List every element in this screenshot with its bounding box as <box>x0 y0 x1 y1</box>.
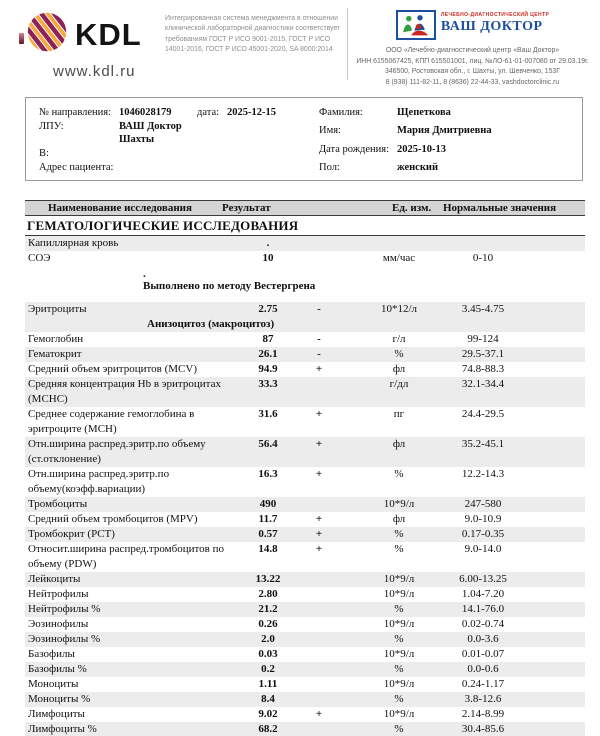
result-row <box>25 527 585 542</box>
normal-range: 0.01-0.07 <box>461 648 505 660</box>
test-name: Эозинофилы % <box>28 633 101 645</box>
test-name: Базофилы % <box>28 663 87 675</box>
result-row <box>25 347 585 362</box>
clinic-detail-line: ООО «Лечебно-диагностический центр «Ваш Доктор» <box>385 47 560 54</box>
test-name: Тромбокрит (PCT) <box>28 528 115 540</box>
table-header <box>25 200 585 216</box>
normal-range: 99-124 <box>467 333 499 345</box>
test-name: Капиллярная кровь <box>28 237 119 249</box>
field-value: 1046028179 <box>119 107 172 118</box>
field-label: ЛПУ: <box>39 121 64 132</box>
test-name: Эозинофилы <box>28 618 89 630</box>
test-name: Эритроциты <box>28 303 87 315</box>
col-normal-range: Нормальные значения <box>443 202 557 214</box>
test-name: Лимфоциты % <box>28 723 97 735</box>
patient-field-row <box>319 124 570 137</box>
result-row <box>25 236 585 251</box>
note-dot: . <box>143 268 146 280</box>
normal-range: 247-580 <box>464 498 502 510</box>
test-name: Средний объем тромбоцитов (MPV) <box>28 513 198 525</box>
normal-range: 0-10 <box>472 252 494 264</box>
result-row <box>25 437 585 467</box>
test-result: 11.7 <box>258 513 278 525</box>
clinic-tagline: ЛЕЧЕБНО-ДИАГНОСТИЧЕСКИЙ ЦЕНТР <box>440 12 550 18</box>
result-flag: - <box>317 348 321 360</box>
result-row <box>25 617 585 632</box>
test-result: 0.57 <box>258 528 278 540</box>
test-name: Отн.ширина распред.эритр.по объему (ст.отклонение) <box>28 438 206 465</box>
field-label: Пол: <box>319 161 340 173</box>
test-result: 13.22 <box>255 573 281 585</box>
test-result: 33.3 <box>258 378 278 390</box>
field-label: В: <box>39 148 49 159</box>
result-flag: + <box>315 708 323 720</box>
kdl-website: www.kdl.ru <box>53 63 136 80</box>
field-value <box>119 161 197 174</box>
result-row <box>25 572 585 587</box>
test-name: Средняя концентрация Hb в эритроцитах (MCHC) <box>28 378 221 405</box>
normal-range: 6.00-13.25 <box>459 573 507 585</box>
result-flag: - <box>317 303 321 315</box>
result-flag: + <box>315 528 323 540</box>
section-title: ГЕМАТОЛОГИЧЕСКИЕ ИССЛЕДОВАНИЯ <box>25 216 585 236</box>
header-divider <box>347 8 348 80</box>
result-row <box>25 677 585 692</box>
certification-text: Интегрированная система менеджмента в отношении клинической лабораторной диагностики соответствует требованиям ГОСТ Р ИСО 9001-2015, ГОСТ Р ИСО 14001-2016, ГОСТ Р ИСО 45001-2020, SA 8000:2014 <box>165 15 341 54</box>
result-flag: + <box>315 438 323 450</box>
clinic-detail-line: 8 (938) 111-82-11, 8 (8636) 22-44-33, vashdoctorclinic.ru <box>385 79 560 87</box>
test-result: 2.80 <box>258 588 278 600</box>
patient-info-box <box>25 97 583 181</box>
normal-range: 0.24-1.17 <box>461 678 505 690</box>
col-unit: Ед. изм. <box>392 202 432 214</box>
patient-field-row <box>39 106 319 119</box>
test-result: 56.4 <box>258 438 278 450</box>
patient-field-row <box>39 147 319 160</box>
result-flag: + <box>315 543 323 555</box>
normal-range: 1.04-7.20 <box>461 588 505 600</box>
test-name: Базофилы <box>28 648 75 660</box>
result-row <box>25 632 585 647</box>
method-note <box>25 270 585 293</box>
normal-range: 3.45-4.75 <box>461 303 505 315</box>
result-row <box>25 302 585 332</box>
test-result: 9.02 <box>258 708 278 720</box>
three-people-icon <box>396 10 436 40</box>
test-result: 31.6 <box>258 408 278 420</box>
normal-range: 9.0-10.9 <box>464 513 502 525</box>
test-unit: 10*9/л <box>383 648 415 660</box>
test-unit: 10*9/л <box>383 618 415 630</box>
normal-range: 0.0-3.6 <box>467 633 499 645</box>
test-name: Лимфоциты <box>28 708 85 720</box>
result-row <box>25 407 585 437</box>
test-name: Гематокрит <box>28 348 82 360</box>
clinic-details <box>355 46 590 89</box>
test-result: 87 <box>262 333 274 345</box>
normal-range: 32.1-34.4 <box>461 378 505 390</box>
normal-range: 9.0-14.0 <box>464 543 502 555</box>
test-name: СОЭ <box>28 252 51 264</box>
result-row <box>25 662 585 677</box>
field-label: № направления: <box>39 107 112 118</box>
test-unit: г/л <box>392 333 406 345</box>
test-unit: г/дл <box>389 378 409 390</box>
test-unit: % <box>394 693 404 705</box>
normal-range: 0.17-0.35 <box>461 528 505 540</box>
patient-field-row <box>39 120 319 146</box>
test-result: 21.2 <box>258 603 278 615</box>
test-name: Средний объем эритроцитов (MCV) <box>28 363 198 375</box>
result-flag: + <box>315 468 323 480</box>
field-label: Фамилия: <box>319 107 363 118</box>
test-unit: % <box>394 468 404 480</box>
normal-range: 2.14-8.99 <box>461 708 505 720</box>
kdl-wordmark: KDL <box>75 16 142 52</box>
result-row <box>25 497 585 512</box>
result-row <box>25 647 585 662</box>
test-unit: фл <box>392 513 406 525</box>
test-unit: % <box>394 528 404 540</box>
result-row <box>25 587 585 602</box>
test-unit: 10*9/л <box>383 708 415 720</box>
test-result: 14.8 <box>258 543 278 555</box>
result-flag: - <box>317 333 321 345</box>
field-value: 2025-10-13 <box>397 143 446 155</box>
test-name: Моноциты % <box>28 693 91 705</box>
clinic-header <box>355 10 590 89</box>
test-result: 10 <box>262 252 274 264</box>
results-table <box>25 200 585 736</box>
test-unit: мм/час <box>382 252 416 264</box>
field-value: Щепеткова <box>397 107 451 118</box>
field-label: Имя: <box>319 125 341 137</box>
test-unit: 10*9/л <box>383 678 415 690</box>
test-name: Моноциты <box>28 678 79 690</box>
test-unit: % <box>394 603 404 615</box>
normal-range: 0.0-0.6 <box>467 663 499 675</box>
test-name: Нейтрофилы % <box>28 603 101 615</box>
field-label: Адрес пациента: <box>39 162 114 173</box>
result-row <box>25 722 585 736</box>
normal-range: 24.4-29.5 <box>461 408 505 420</box>
col-result: Результат <box>222 202 271 214</box>
patient-info-right <box>319 106 570 174</box>
test-result: 94.9 <box>258 363 278 375</box>
result-row <box>25 332 585 347</box>
normal-range: 35.2-45.1 <box>461 438 505 450</box>
test-result: 0.26 <box>258 618 278 630</box>
clinic-detail-line: 346500, Ростовская обл., г. Шахты, ул. Шевченко, 153Г <box>384 68 560 76</box>
test-name: Гемоглобин <box>28 333 84 345</box>
result-row <box>25 512 585 527</box>
test-unit: % <box>394 543 404 555</box>
test-result: 16.3 <box>258 468 278 480</box>
test-result: 8.4 <box>261 693 275 705</box>
field-value: Мария Дмитриевна <box>397 125 492 137</box>
result-row <box>25 602 585 617</box>
result-row <box>25 467 585 497</box>
result-flag: + <box>315 408 323 420</box>
clinic-name: ВАШ ДОКТОР <box>440 19 543 34</box>
test-name: Тромбоциты <box>28 498 88 510</box>
field-value: 2025-12-15 <box>227 107 276 118</box>
test-unit: % <box>394 633 404 645</box>
test-unit: 10*9/л <box>383 573 415 585</box>
kdl-sphere-icon <box>25 10 69 59</box>
test-name: Относит.ширина распред.тромбоцитов по объему (PDW) <box>28 543 224 570</box>
test-unit: фл <box>392 438 406 450</box>
test-name: Лейкоциты <box>28 573 81 585</box>
results-rows <box>25 236 585 736</box>
letterhead <box>25 8 590 94</box>
normal-range: 74.8-88.3 <box>461 363 505 375</box>
normal-range: 3.8-12.6 <box>464 693 502 705</box>
test-name: Среднее содержание гемоглобина в эритроците (MCH) <box>28 408 195 435</box>
result-row <box>25 251 585 266</box>
test-unit: 10*12/л <box>380 303 418 315</box>
test-result: 68.2 <box>258 723 278 735</box>
test-result: 26.1 <box>258 348 278 360</box>
print-mark <box>19 33 24 44</box>
patient-field-row <box>319 143 570 156</box>
patient-field-row <box>319 161 570 174</box>
test-name: Нейтрофилы <box>28 588 89 600</box>
normal-range: 30.4-85.6 <box>461 723 505 735</box>
test-unit: % <box>394 348 404 360</box>
test-result: 490 <box>259 498 277 510</box>
clinic-logo <box>355 10 590 40</box>
field-label: Дата рождения: <box>319 143 390 155</box>
result-row <box>25 707 585 722</box>
clinic-detail-line: ИНН 6155067425, КПП 615501001, лиц. №ЛО-61-01-007080 от 29.03.19г. <box>356 57 589 65</box>
field-label: дата: <box>197 107 220 118</box>
result-row <box>25 692 585 707</box>
result-flag: + <box>315 363 323 375</box>
test-unit: % <box>394 663 404 675</box>
kdl-logo <box>25 10 165 80</box>
result-flag: + <box>315 513 323 525</box>
test-name: Отн.ширина распред.эритр.по объему(коэфф.вариации) <box>28 468 170 495</box>
test-result: 1.11 <box>258 678 278 690</box>
test-result: . <box>266 237 270 249</box>
normal-range: 14.1-76.0 <box>461 603 505 615</box>
patient-field-row <box>319 106 570 119</box>
result-row <box>25 362 585 377</box>
note-text: Выполнено по методу Вестергрена <box>143 280 316 292</box>
test-unit: % <box>394 723 404 735</box>
field-value: женский <box>397 161 438 173</box>
patient-info-left <box>39 106 319 174</box>
test-unit: фл <box>392 363 406 375</box>
test-result: 0.03 <box>258 648 278 660</box>
result-row <box>25 377 585 407</box>
field-value: ВАШ Доктор Шахты <box>119 121 182 145</box>
field-value <box>119 147 197 160</box>
test-result: 0.2 <box>261 663 275 675</box>
test-result: 2.0 <box>261 633 275 645</box>
normal-range: 0.02-0.74 <box>461 618 505 630</box>
result-annotation: Анизоцитоз (макроцитоз) <box>147 318 275 330</box>
test-unit: 10*9/л <box>383 588 415 600</box>
test-result: 2.75 <box>258 303 278 315</box>
test-unit: 10*9/л <box>383 498 415 510</box>
col-test-name: Наименование исследования <box>48 202 192 214</box>
normal-range: 29.5-37.1 <box>461 348 505 360</box>
normal-range: 12.2-14.3 <box>461 468 505 480</box>
patient-field-row <box>39 161 319 174</box>
result-row <box>25 542 585 572</box>
test-unit: пг <box>393 408 405 420</box>
